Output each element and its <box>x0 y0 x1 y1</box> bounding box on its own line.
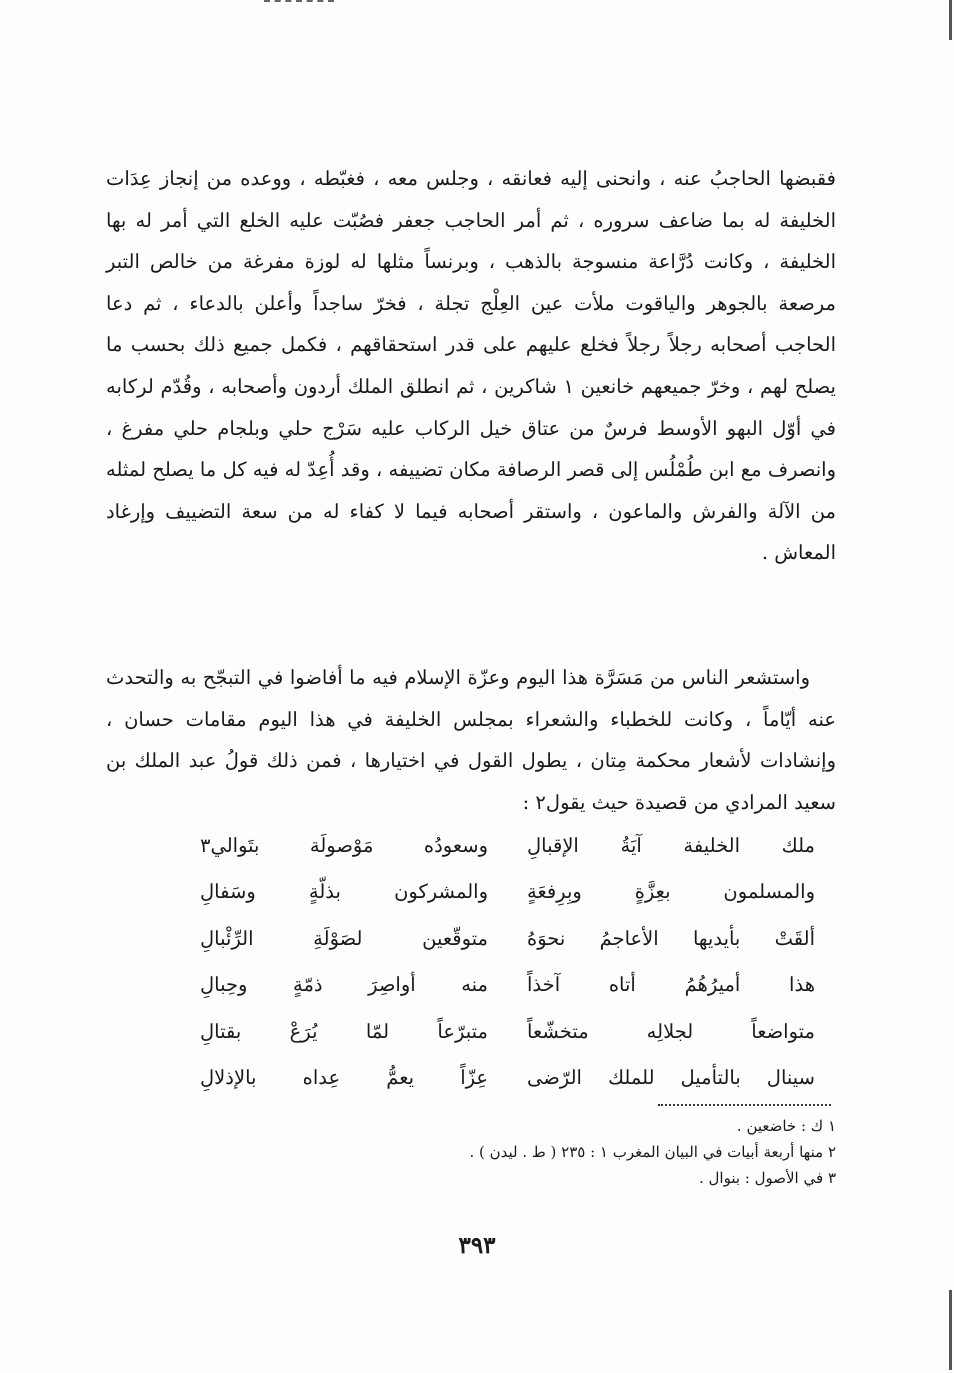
footnotes <box>106 1113 836 1191</box>
poem-hemistich-first: هذا أميرُهُمُ أتاه آخذاً <box>527 973 815 997</box>
poem-hemistich-second: متوقّعين لصَوْلَةِ الرِّئْبالِ <box>200 926 488 950</box>
poem <box>200 823 815 1101</box>
poem-hemistich-second: متبرّعاً لمّا يُرَعْ بقتالِ <box>200 1019 488 1043</box>
footnote-separator <box>658 1104 831 1106</box>
poem-verse <box>200 1055 815 1101</box>
poem-verse <box>200 869 815 915</box>
edge-mark-bottom <box>949 1290 952 1370</box>
body-paragraph-1: فقبضها الحاجبُ عنه ، وانحنى إليه فعانقه ، وجلس معه ، فغبّطه ، ووعده من إنجاز عِدَات الخليفة له بما ضاعف سروره ، ثم أمر الحاجب جعفر فصُبّت عليه الخلع التي أمر له بها الخليفة ، وكانت دُرَّاعة منسوجة بالذهب ، وبرنساً مثلها له لوزة مفرغة من خالص التبر مرصعة بالجوهر والياقوت ملأت عين العِلْج تجلة ، فخرّ ساجداً وأعلن بالدعاء ، ثم دعا الحاجب أصحابه رجلاً رجلاً فخلع عليهم على قدر استحقاقهم ، فكمل جميع ذلك بحسب ما يصلح لهم ، وخرّ جميعهم خانعين ١ شاكرين ، ثم انطلق الملك أردون وأصحابه ، وقُدّم لركابه في أوّل البهو الأوسط فرسٌ من عتاق خيل الركاب عليه سَرْج حلي وبلجام حلي مفرغ ، وانصرف مع ابن طُمْلُس إلى قصر الرصافة مكان تضييفه ، وقد أُعِدّ له فيه كل ما يصلح لمثله من الآلة والفرش والماعون ، واستقر أصحابه فيما لا كفاء له من سعة التضييف وإرغاد المعاش . <box>106 167 836 565</box>
page-number: ٣٩٣ <box>458 1232 496 1259</box>
poem-hemistich-first: ملك الخليفة آيَةُ الإقبالِ <box>527 834 815 857</box>
poem-hemistich-first: والمسلمون بعِزَّةٍ وبِرِفعَةٍ <box>527 880 815 904</box>
top-dashed-rule <box>264 0 334 5</box>
poem-hemistich-first: سينال بالتأميل للملك الرّضى <box>527 1065 815 1089</box>
footnote-3: ٣ في الأصول : بنوال . <box>698 1169 836 1187</box>
footnote-1: ١ ك : خاضعين . <box>736 1117 836 1135</box>
poem-hemistich-second: منه أواصِرَ ذمّةٍ وحِبالِ <box>200 973 488 997</box>
body-paragraph-2: واستشعر الناس من مَسَرَّة هذا اليوم وعزّة الإسلام فيه ما أفاضوا في التبجّح به والتحدث عنه أيّاماً ، وكانت للخطباء والشعراء بمجلس الخليفة في هذا اليوم مقامات حسان ، وإنشادات لأشعار محكمة مِتان ، يطول القول في اختيارها ، فمن ذلك قولُ عبد الملك بن سعيد المرادي من قصيدة حيث يقول٢ : <box>106 666 836 814</box>
poem-hemistich-second: والمشركون بذلّةٍ وسَفالِ <box>200 880 488 904</box>
poem-hemistich-second: وسعودُه مَوْصولَة بتَوالي٣ <box>200 834 488 857</box>
footnote-2: ٢ منها أربعة أبيات في البيان المغرب ١ : ٢٣٥ ( ط . ليدن ) . <box>469 1143 836 1161</box>
poem-verse <box>200 823 815 869</box>
poem-verse <box>200 916 815 962</box>
poem-verse <box>200 1009 815 1055</box>
poem-hemistich-second: عِزّاً يعمُّ عِداه بالإذلالِ <box>200 1065 488 1089</box>
edge-mark-top <box>949 0 952 40</box>
poem-hemistich-first: ألقَتْ بأيديها الأعاجمُ نحوَهُ <box>527 926 815 950</box>
poem-hemistich-first: متواضعاً لجلالِه متخشّعاً <box>527 1019 815 1043</box>
poem-verse <box>200 962 815 1008</box>
